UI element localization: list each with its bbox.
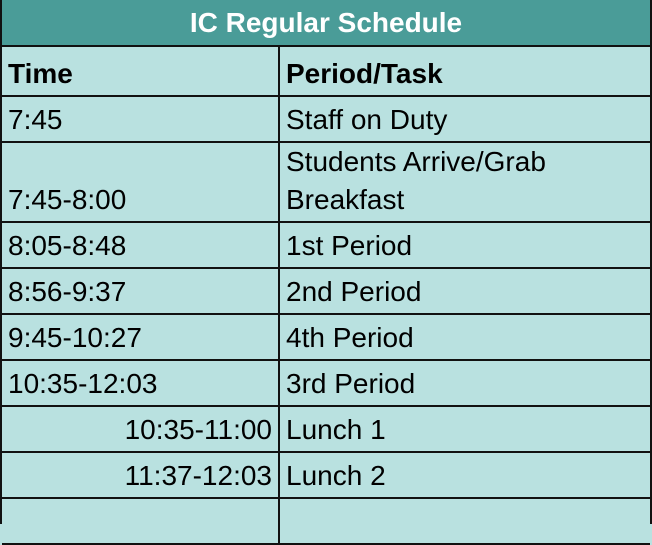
table-row bbox=[2, 96, 650, 142]
table-row bbox=[2, 452, 650, 498]
task-cell: Staff on Duty bbox=[279, 96, 650, 142]
task-cell bbox=[279, 498, 650, 544]
time-cell: 7:45 bbox=[2, 96, 279, 142]
schedule-title: IC Regular Schedule bbox=[2, 0, 650, 47]
time-cell: 11:37-12:03 bbox=[2, 452, 279, 498]
task-cell: 1st Period bbox=[279, 222, 650, 268]
time-cell: 9:45-10:27 bbox=[2, 314, 279, 360]
task-cell: Students Arrive/Grab Breakfast bbox=[279, 142, 650, 222]
table-row bbox=[2, 142, 650, 222]
header-time: Time bbox=[2, 47, 279, 96]
table-row bbox=[2, 268, 650, 314]
header-task: Period/Task bbox=[279, 47, 650, 96]
table-row bbox=[2, 406, 650, 452]
task-cell: 4th Period bbox=[279, 314, 650, 360]
time-cell: 10:35-12:03 bbox=[2, 360, 279, 406]
task-cell: Lunch 2 bbox=[279, 452, 650, 498]
table-row bbox=[2, 222, 650, 268]
time-cell bbox=[2, 498, 279, 544]
task-cell: 3rd Period bbox=[279, 360, 650, 406]
time-cell: 7:45-8:00 bbox=[2, 142, 279, 222]
task-cell: 2nd Period bbox=[279, 268, 650, 314]
time-cell: 8:56-9:37 bbox=[2, 268, 279, 314]
table-header-row bbox=[2, 47, 650, 96]
table-row bbox=[2, 360, 650, 406]
time-cell: 10:35-11:00 bbox=[2, 406, 279, 452]
table-row bbox=[2, 498, 650, 544]
task-cell: Lunch 1 bbox=[279, 406, 650, 452]
schedule-table bbox=[2, 47, 650, 545]
time-cell: 8:05-8:48 bbox=[2, 222, 279, 268]
table-row bbox=[2, 314, 650, 360]
